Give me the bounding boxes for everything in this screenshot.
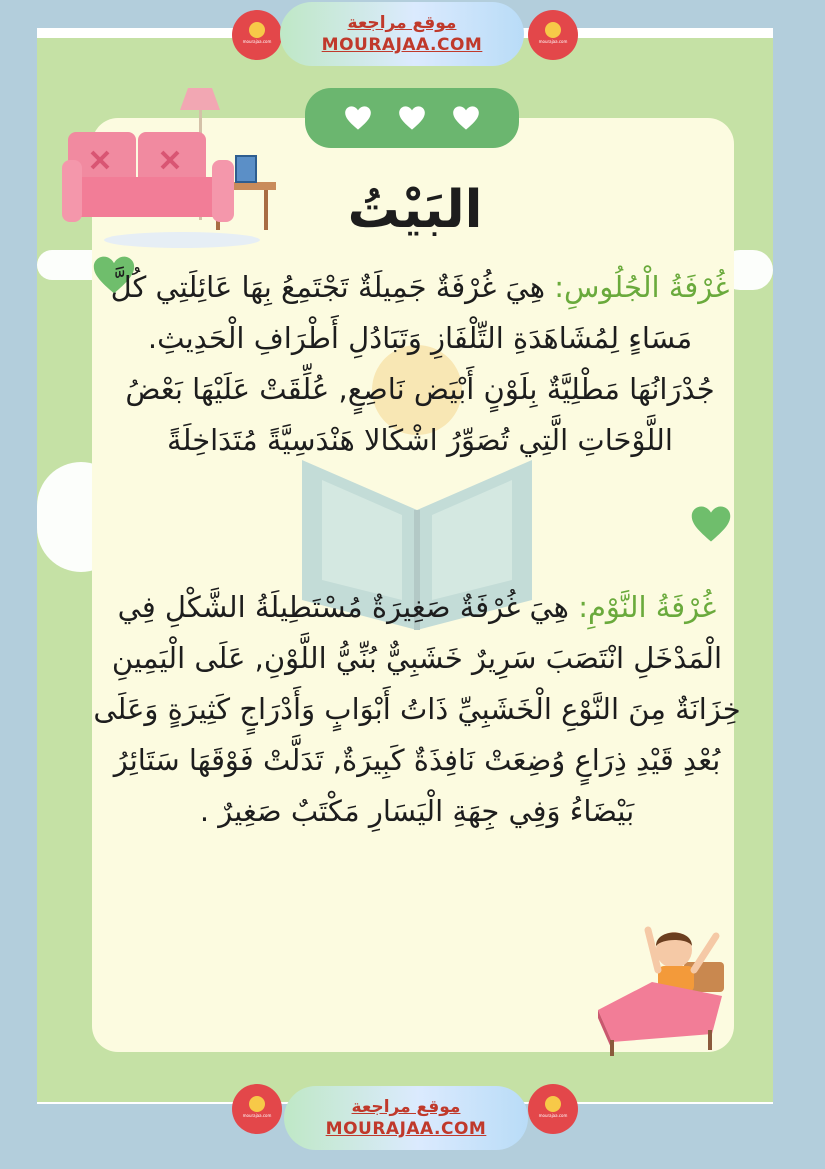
badge-text: mourajaa.com — [538, 1113, 568, 1118]
bed-child-illustration — [592, 910, 742, 1060]
site-badge-icon — [232, 1084, 282, 1134]
hearts-banner — [305, 88, 519, 148]
section-heading: غُرْفَةُ الْجُلُوسِ: — [554, 270, 730, 304]
heart-icon — [344, 105, 372, 131]
section-bedroom — [92, 582, 742, 837]
site-link-footer[interactable] — [284, 1086, 528, 1150]
heart-icon — [452, 105, 480, 131]
site-name-latin[interactable]: MOURAJAA.COM — [321, 35, 483, 55]
section-body: هِيَ غُرْفَةٌ صَغِيرَةٌ مُسْتَطِيلَةُ الشَّكْلِ فِي الْمَدْخَلِ انْتَصَبَ سَرِيرٌ خَشَبِيٌّ بُنِّيُّ اللَّوْنِ, عَلَى الْيَمِينِ خِزَانَةٌ مِنَ النَّوْعِ الْخَشَبِيِّ ذَاتُ أَبْوَابٍ وَأَدْرَاجٍ كَثِيرَةٍ وَعَلَى بُعْدِ قَيْدِ ذِرَاعٍ وُضِعَتْ نَافِذَةٌ كَبِيرَةٌ, تَدَلَّتْ فَوْقَهَا سَتَائِرُ بَيْضَاءُ وَفِي جِهَةِ الْيَسَارِ مَكْتَبٌ صَغِيرٌ . — [93, 590, 741, 828]
badge-logo — [545, 22, 561, 38]
section-body: هِيَ غُرْفَةٌ جَمِيلَةٌ تَجْتَمِعُ بِهَا عَائِلَتِي كُلَّ مَسَاءٍ لِمُشَاهَدَةِ التِّلْفَازِ وَتَبَادُلِ أَطْرَافِ الْحَدِيثِ. جُدْرَانُهَا مَطْلِيَّةٌ بِلَوْنٍ أَبْيَض نَاصِعٍ, عُلِّقَتْ عَلَيْهَا بَعْضُ اللَّوْحَاتِ الَّتِي تُصَوِّرُ اشْكَالا هَنْدَسِيَّةً مُتَدَاخِلَةً — [110, 270, 715, 457]
site-name-latin[interactable]: MOURAJAA.COM — [325, 1119, 487, 1139]
badge-logo — [249, 22, 265, 38]
badge-text: mourajaa.com — [538, 39, 568, 44]
site-name-arabic[interactable]: موقع مراجعة — [347, 13, 457, 33]
page-title: البَيْتُ — [347, 180, 483, 240]
site-link-header[interactable] — [280, 2, 524, 66]
heart-icon — [690, 502, 732, 546]
heart-icon — [398, 105, 426, 131]
sofa-illustration — [62, 82, 282, 252]
site-name-arabic[interactable]: موقع مراجعة — [351, 1097, 461, 1117]
badge-logo — [545, 1096, 561, 1112]
badge-text: mourajaa.com — [242, 1113, 272, 1118]
site-badge-icon — [528, 10, 578, 60]
section-living-room — [110, 262, 730, 466]
site-badge-icon — [232, 10, 282, 60]
badge-text: mourajaa.com — [242, 39, 272, 44]
site-badge-icon — [528, 1084, 578, 1134]
badge-logo — [249, 1096, 265, 1112]
section-heading: غُرْفَةُ النَّوْمِ: — [578, 590, 717, 624]
